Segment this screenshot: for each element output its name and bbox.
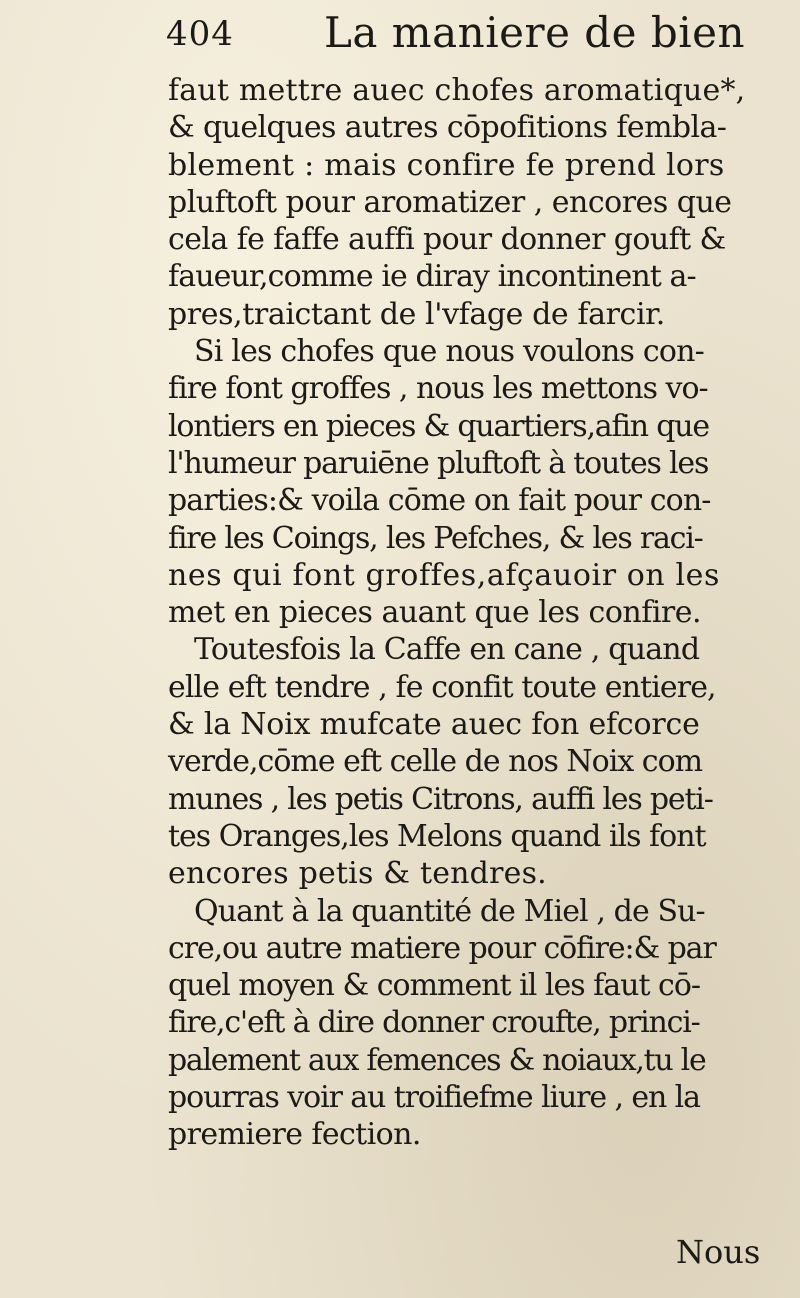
text-line: palement aux femences & noiaux,tu le [168,1042,706,1078]
text-line: met en pieces auant que les confire. [168,595,702,631]
text-line: faut mettre auec chofes aromatique*, [168,73,746,108]
text-line: pluftoft pour aromatizer , encores que [168,184,732,220]
text-line: faueur,comme ie diray incontinent a- [168,259,696,295]
text-line: quel moyen & comment il les faut cō- [168,968,701,1004]
text-line: fire font groffes , nous les mettons vo- [168,371,708,407]
text-line: blement : mais confire fe prend lors [168,147,725,183]
text-line: Si les chofes que nous voulons con- [194,334,704,370]
text-line: & quelques autres cōpofitions fembla- [168,110,727,146]
text-line: encores petis & tendres. [168,856,547,892]
text-line: premiere fection. [168,1117,421,1153]
body-text [168,72,788,1154]
text-line: verde,cōme eft celle de nos Noix com [168,744,703,780]
text-line: pres,traictant de l'vfage de farcir. [168,296,665,332]
text-line: Quant à la quantité de Miel , de Su- [194,893,705,929]
text-line: elle eft tendre , fe confit toute entiere, [168,669,716,705]
text-line: fire,c'eft à dire donner croufte, princi- [168,1005,700,1041]
text-line: & la Noix mufcate auec fon efcorce [168,707,700,743]
running-title: La maniere de bien [324,8,746,57]
text-line: parties:& voila cōme on fait pour con- [168,483,711,519]
text-line: tes Oranges,les Melons quand ils font [168,818,706,854]
text-line: cre,ou autre matiere pour cōfire:& par [168,930,716,966]
text-line: pourras voir au troifiefme liure , en la [168,1080,700,1116]
text-line: lontiers en pieces & quartiers,afin que [168,408,709,444]
page-number: 404 [166,14,234,54]
catchword: Nous [676,1233,761,1271]
text-line: l'humeur paruiēne pluftoft à toutes les [168,445,709,481]
text-line: nes qui font groffes,afçauoir on les [168,557,721,593]
text-line: fire les Coings, les Pefches, & les raci- [168,520,703,556]
page-header [166,4,746,60]
text-line: munes , les petis Citrons, auffi les peti- [168,781,713,817]
text-line: Toutesfois la Caffe en cane , quand [194,632,700,668]
text-line: cela fe faffe auffi pour donner gouft & [168,222,726,258]
